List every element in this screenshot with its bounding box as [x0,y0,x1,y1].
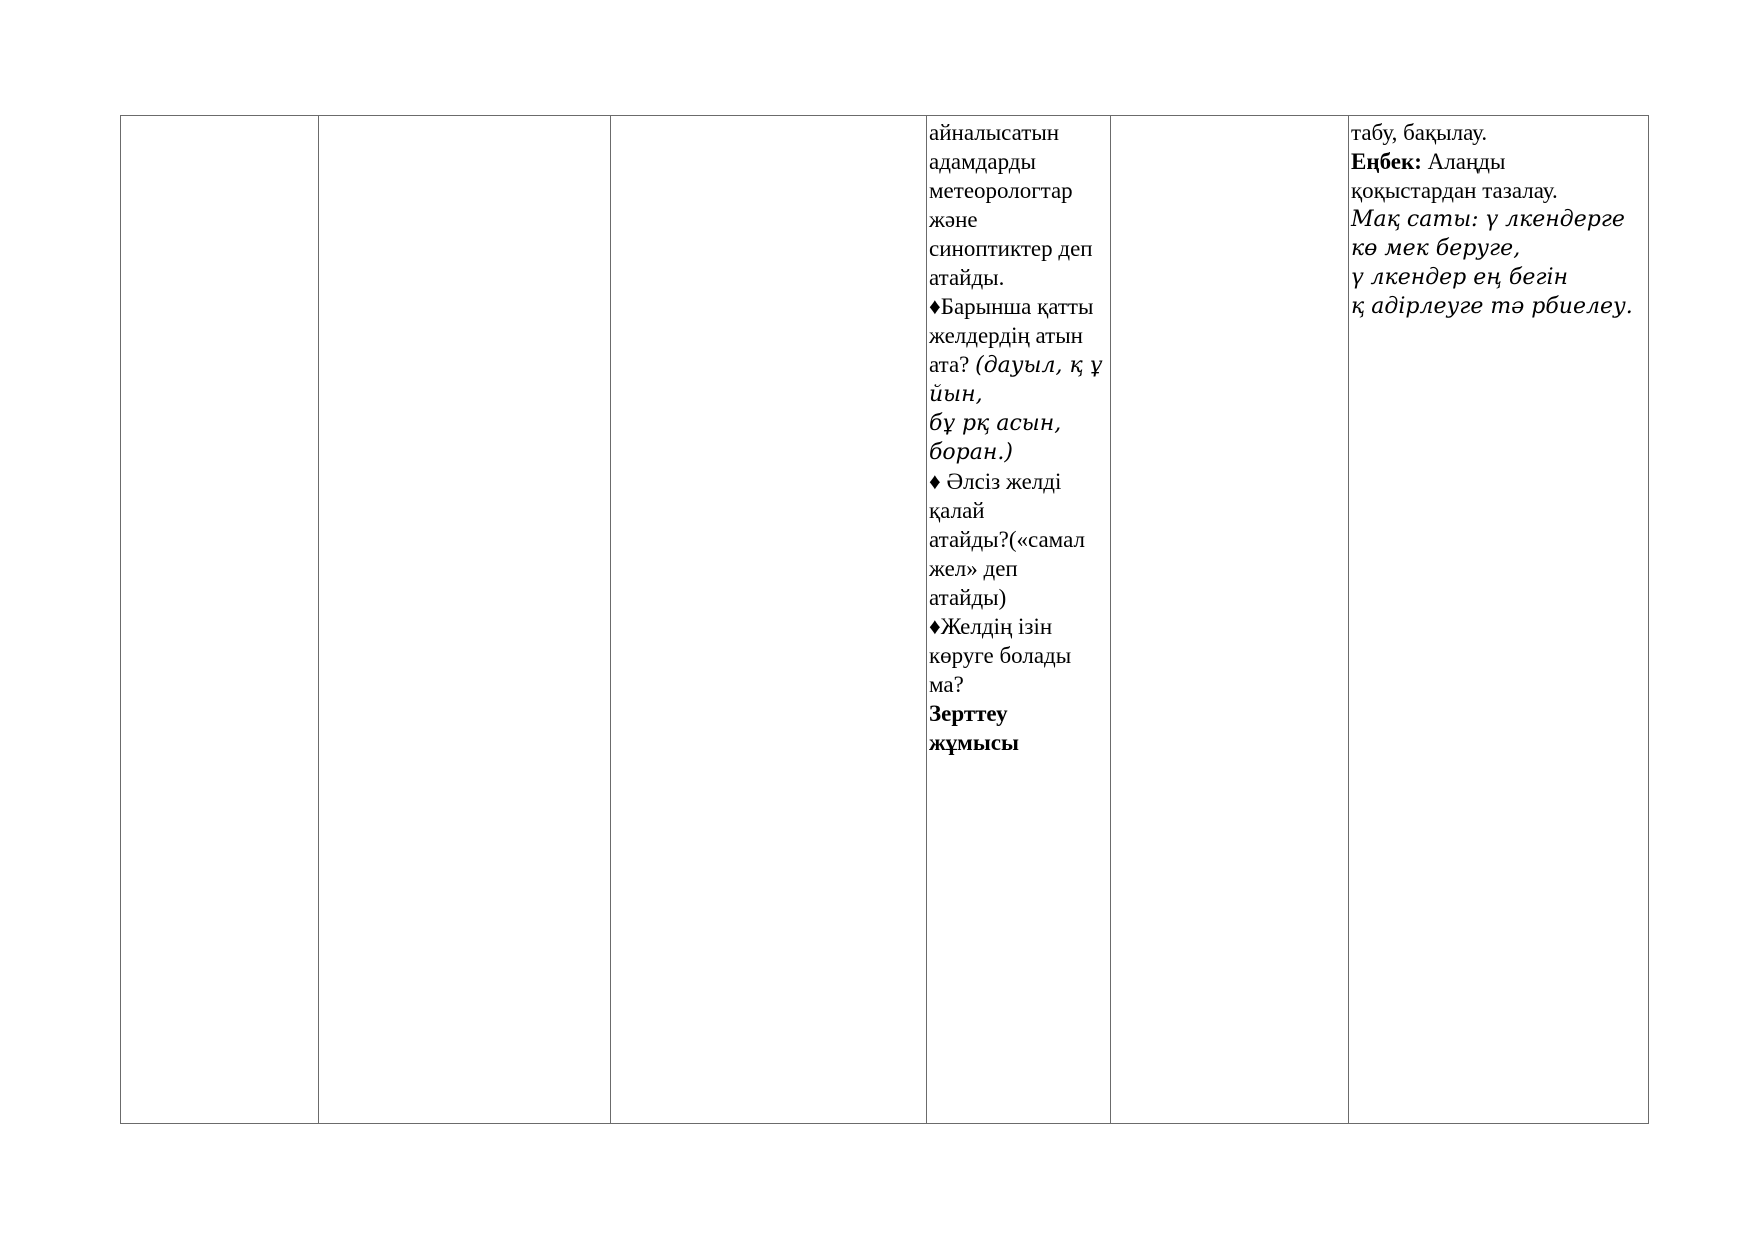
text-line: қоқыстардан тазалау. [1351,178,1558,203]
text-line: метеорологтар [929,178,1073,203]
text-line: ма? [929,672,964,697]
answer-italic: (дауыл, қ ұ [975,353,1103,378]
table-cell-col3 [611,116,927,1124]
text-line: желдердің атын [929,323,1083,348]
goal-italic: қ адірлеуге тә рбиелеу. [1351,294,1633,319]
table-cell-col2 [319,116,611,1124]
goal-italic: ү лкендер ең бегін [1351,265,1569,290]
lesson-plan-table [120,115,1649,1124]
text-line: синоптиктер деп [929,236,1093,261]
table-row [121,116,1649,1124]
labour-label: Еңбек: [1351,149,1422,174]
table-cell-col5 [1111,116,1349,1124]
answer-italic: йын, [929,382,983,407]
question-weak-wind: ♦ Әлсіз желді [929,469,1062,494]
question-text: ата? [929,352,976,377]
goal-italic: Мақ саты: ү лкендерге [1351,207,1625,232]
labour-line [1351,147,1646,176]
table-cell-col1 [121,116,319,1124]
answer-italic: бұ рқ асын, [929,411,1062,436]
research-heading: жұмысы [929,730,1019,755]
text-line: жел» деп [929,556,1018,581]
table-cell-col4 [927,116,1111,1124]
text-line: қалай [929,498,985,523]
text-line: адамдарды [929,149,1036,174]
text-line: атайды. [929,265,1005,290]
question-strong-winds: ♦Барынша қатты [929,294,1094,319]
text-line: айналысатын [929,120,1060,145]
question-wind-trace: ♦Желдің ізін [929,614,1053,639]
labour-text: Алаңды [1421,149,1506,174]
answer-italic: боран.) [929,440,1013,465]
text-line: атайды) [929,585,1007,610]
text-line: көруге болады [929,643,1072,668]
goal-italic: кө мек беруге, [1351,236,1521,261]
question-answer-line [929,350,1108,380]
text-line: табу, бақылау. [1351,120,1488,145]
text-line: және [929,207,978,232]
table-cell-col6 [1349,116,1649,1124]
text-line: атайды?(«самал [929,527,1085,552]
research-heading: Зерттеу [929,701,1008,726]
